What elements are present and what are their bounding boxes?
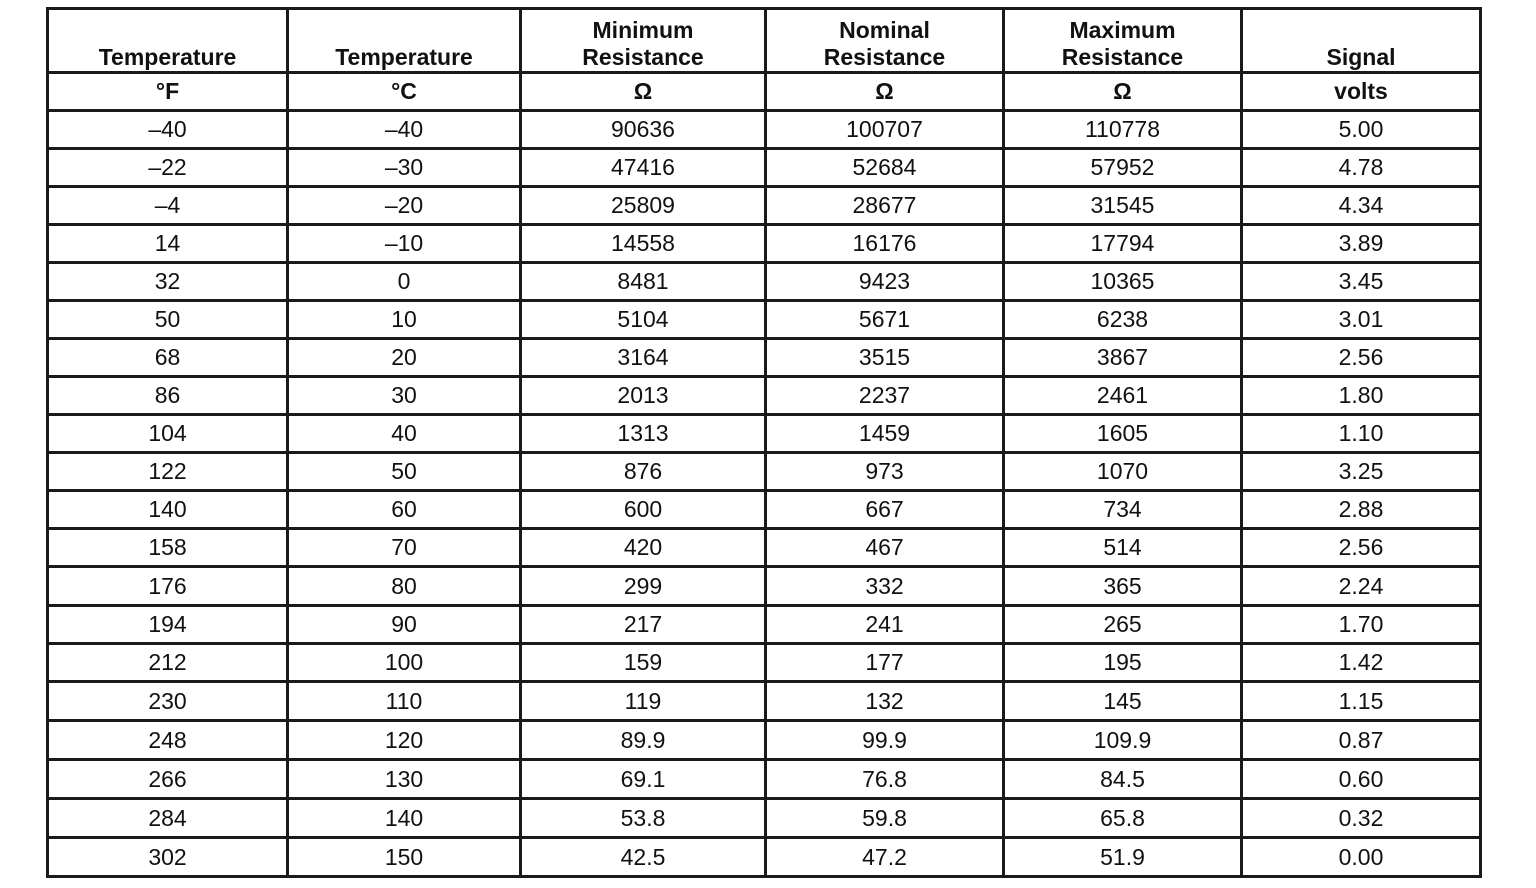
unit-fahrenheit: °F	[48, 73, 288, 111]
header-temperature-c	[288, 9, 521, 73]
nominal-resistance-cell: 52684	[766, 149, 1004, 187]
signal-cell: 1.42	[1242, 644, 1481, 682]
temp-f-cell: 266	[48, 760, 288, 799]
header-signal	[1242, 9, 1481, 73]
signal-cell: 0.87	[1242, 721, 1481, 760]
max-resistance-cell: 365	[1004, 567, 1242, 606]
table-row	[48, 263, 1481, 301]
max-resistance-cell: 84.5	[1004, 760, 1242, 799]
header-label-line1: Minimum	[592, 17, 694, 43]
temp-f-cell: –22	[48, 149, 288, 187]
max-resistance-cell: 3867	[1004, 339, 1242, 377]
signal-cell: 5.00	[1242, 111, 1481, 149]
header-maximum-resistance	[1004, 9, 1242, 73]
signal-cell: 0.60	[1242, 760, 1481, 799]
signal-cell: 2.56	[1242, 529, 1481, 567]
header-label-line1: Nominal	[839, 17, 930, 43]
nominal-resistance-cell: 3515	[766, 339, 1004, 377]
nominal-resistance-cell: 177	[766, 644, 1004, 682]
unit-volts: volts	[1242, 73, 1481, 111]
temp-c-cell: –30	[288, 149, 521, 187]
temp-f-cell: 86	[48, 377, 288, 415]
header-label: Temperature	[335, 44, 473, 70]
nominal-resistance-cell: 667	[766, 491, 1004, 529]
max-resistance-cell: 734	[1004, 491, 1242, 529]
signal-cell: 3.89	[1242, 225, 1481, 263]
temp-c-cell: 70	[288, 529, 521, 567]
table-row	[48, 606, 1481, 644]
nominal-resistance-cell: 5671	[766, 301, 1004, 339]
table-row	[48, 567, 1481, 606]
temp-c-cell: 120	[288, 721, 521, 760]
min-resistance-cell: 159	[521, 644, 766, 682]
temp-c-cell: 10	[288, 301, 521, 339]
signal-cell: 1.70	[1242, 606, 1481, 644]
temp-c-cell: 110	[288, 682, 521, 721]
temp-c-cell: –40	[288, 111, 521, 149]
temp-f-cell: 32	[48, 263, 288, 301]
min-resistance-cell: 217	[521, 606, 766, 644]
signal-cell: 3.25	[1242, 453, 1481, 491]
nominal-resistance-cell: 241	[766, 606, 1004, 644]
temp-f-cell: –4	[48, 187, 288, 225]
nominal-resistance-cell: 47.2	[766, 838, 1004, 877]
header-temperature-f	[48, 9, 288, 73]
min-resistance-cell: 600	[521, 491, 766, 529]
table-row	[48, 529, 1481, 567]
nominal-resistance-cell: 1459	[766, 415, 1004, 453]
temp-f-cell: 50	[48, 301, 288, 339]
table-row	[48, 377, 1481, 415]
header-label-line1: Maximum	[1069, 17, 1176, 43]
signal-cell: 2.88	[1242, 491, 1481, 529]
unit-ohm-nominal: Ω	[766, 73, 1004, 111]
temperature-resistance-table	[46, 7, 1482, 878]
unit-ohm-min: Ω	[521, 73, 766, 111]
max-resistance-cell: 51.9	[1004, 838, 1242, 877]
header-label: Temperature	[98, 44, 237, 70]
table-body	[48, 111, 1481, 877]
table-row	[48, 799, 1481, 838]
temp-f-cell: 176	[48, 567, 288, 606]
temp-c-cell: 100	[288, 644, 521, 682]
min-resistance-cell: 14558	[521, 225, 766, 263]
max-resistance-cell: 109.9	[1004, 721, 1242, 760]
min-resistance-cell: 420	[521, 529, 766, 567]
min-resistance-cell: 3164	[521, 339, 766, 377]
table-row	[48, 225, 1481, 263]
signal-cell: 0.32	[1242, 799, 1481, 838]
table-row	[48, 491, 1481, 529]
temp-c-cell: 40	[288, 415, 521, 453]
table-row	[48, 187, 1481, 225]
header-minimum-resistance	[521, 9, 766, 73]
min-resistance-cell: 5104	[521, 301, 766, 339]
temp-c-cell: 150	[288, 838, 521, 877]
max-resistance-cell: 65.8	[1004, 799, 1242, 838]
max-resistance-cell: 1605	[1004, 415, 1242, 453]
temp-c-cell: 90	[288, 606, 521, 644]
signal-cell: 3.45	[1242, 263, 1481, 301]
header-label-line2: Resistance	[1061, 44, 1184, 70]
table-row	[48, 415, 1481, 453]
table-row	[48, 760, 1481, 799]
temp-f-cell: 230	[48, 682, 288, 721]
min-resistance-cell: 42.5	[521, 838, 766, 877]
header-row	[48, 9, 1481, 73]
temp-c-cell: 60	[288, 491, 521, 529]
max-resistance-cell: 31545	[1004, 187, 1242, 225]
min-resistance-cell: 69.1	[521, 760, 766, 799]
nominal-resistance-cell: 332	[766, 567, 1004, 606]
table-row	[48, 453, 1481, 491]
min-resistance-cell: 119	[521, 682, 766, 721]
min-resistance-cell: 25809	[521, 187, 766, 225]
temp-f-cell: 140	[48, 491, 288, 529]
temp-c-cell: –20	[288, 187, 521, 225]
temp-f-cell: 302	[48, 838, 288, 877]
max-resistance-cell: 265	[1004, 606, 1242, 644]
temp-f-cell: 284	[48, 799, 288, 838]
nominal-resistance-cell: 99.9	[766, 721, 1004, 760]
nominal-resistance-cell: 467	[766, 529, 1004, 567]
temp-f-cell: 14	[48, 225, 288, 263]
max-resistance-cell: 110778	[1004, 111, 1242, 149]
temp-c-cell: 140	[288, 799, 521, 838]
signal-cell: 2.24	[1242, 567, 1481, 606]
max-resistance-cell: 2461	[1004, 377, 1242, 415]
temp-f-cell: 122	[48, 453, 288, 491]
header-nominal-resistance	[766, 9, 1004, 73]
nominal-resistance-cell: 76.8	[766, 760, 1004, 799]
temp-f-cell: –40	[48, 111, 288, 149]
min-resistance-cell: 876	[521, 453, 766, 491]
max-resistance-cell: 6238	[1004, 301, 1242, 339]
max-resistance-cell: 57952	[1004, 149, 1242, 187]
max-resistance-cell: 1070	[1004, 453, 1242, 491]
table-row	[48, 721, 1481, 760]
table-row	[48, 301, 1481, 339]
max-resistance-cell: 195	[1004, 644, 1242, 682]
temp-c-cell: 80	[288, 567, 521, 606]
min-resistance-cell: 47416	[521, 149, 766, 187]
nominal-resistance-cell: 100707	[766, 111, 1004, 149]
temp-c-cell: 50	[288, 453, 521, 491]
temp-c-cell: 20	[288, 339, 521, 377]
max-resistance-cell: 514	[1004, 529, 1242, 567]
max-resistance-cell: 145	[1004, 682, 1242, 721]
nominal-resistance-cell: 9423	[766, 263, 1004, 301]
temp-f-cell: 248	[48, 721, 288, 760]
unit-row	[48, 73, 1481, 111]
min-resistance-cell: 299	[521, 567, 766, 606]
min-resistance-cell: 89.9	[521, 721, 766, 760]
temp-c-cell: 0	[288, 263, 521, 301]
nominal-resistance-cell: 132	[766, 682, 1004, 721]
table-row	[48, 339, 1481, 377]
nominal-resistance-cell: 16176	[766, 225, 1004, 263]
table-row	[48, 838, 1481, 877]
temp-f-cell: 104	[48, 415, 288, 453]
signal-cell: 1.15	[1242, 682, 1481, 721]
temp-f-cell: 158	[48, 529, 288, 567]
nominal-resistance-cell: 2237	[766, 377, 1004, 415]
temp-f-cell: 212	[48, 644, 288, 682]
temp-f-cell: 68	[48, 339, 288, 377]
temp-c-cell: –10	[288, 225, 521, 263]
signal-cell: 4.34	[1242, 187, 1481, 225]
max-resistance-cell: 17794	[1004, 225, 1242, 263]
min-resistance-cell: 53.8	[521, 799, 766, 838]
signal-cell: 0.00	[1242, 838, 1481, 877]
temp-c-cell: 130	[288, 760, 521, 799]
signal-cell: 2.56	[1242, 339, 1481, 377]
temp-f-cell: 194	[48, 606, 288, 644]
nominal-resistance-cell: 973	[766, 453, 1004, 491]
table-row	[48, 644, 1481, 682]
min-resistance-cell: 8481	[521, 263, 766, 301]
table-row	[48, 149, 1481, 187]
signal-cell: 1.80	[1242, 377, 1481, 415]
signal-cell: 4.78	[1242, 149, 1481, 187]
signal-cell: 1.10	[1242, 415, 1481, 453]
nominal-resistance-cell: 59.8	[766, 799, 1004, 838]
unit-ohm-max: Ω	[1004, 73, 1242, 111]
header-label-line2: Resistance	[823, 44, 946, 70]
unit-celsius: °C	[288, 73, 521, 111]
header-label: Signal	[1326, 44, 1396, 70]
header-label-line2: Resistance	[582, 44, 704, 70]
min-resistance-cell: 2013	[521, 377, 766, 415]
table-row	[48, 111, 1481, 149]
signal-cell: 3.01	[1242, 301, 1481, 339]
min-resistance-cell: 90636	[521, 111, 766, 149]
temp-c-cell: 30	[288, 377, 521, 415]
nominal-resistance-cell: 28677	[766, 187, 1004, 225]
max-resistance-cell: 10365	[1004, 263, 1242, 301]
table-row	[48, 682, 1481, 721]
min-resistance-cell: 1313	[521, 415, 766, 453]
